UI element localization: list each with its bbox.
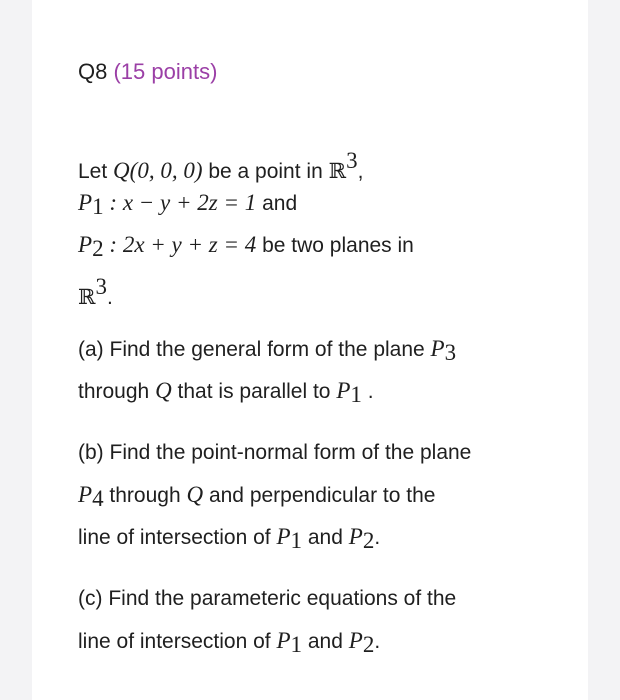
plane-p1-ref-c-subscript: 1: [290, 632, 303, 657]
part-c-and: and: [307, 630, 343, 653]
plane-p1-symbol: P: [78, 190, 93, 215]
statement-line-3: [78, 224, 558, 266]
part-b-through: through: [109, 484, 181, 507]
part-a-line-2: [78, 370, 558, 412]
plane-p2-ref-b: P: [348, 524, 363, 549]
part-a-parallel-text: that is parallel to: [177, 380, 331, 403]
plane-p1-equation: : x − y + 2z = 1: [109, 190, 257, 215]
comma: ,: [357, 160, 364, 183]
plane-p2-ref-b-subscript: 2: [362, 528, 375, 553]
part-b: [78, 432, 558, 558]
real-space-exponent: 3: [346, 148, 358, 173]
part-a-line-1: [78, 328, 558, 370]
real-space-symbol-2: ℝ: [78, 285, 96, 309]
plane-p2-symbol: P: [78, 232, 93, 257]
question-points: (15 points): [113, 59, 218, 84]
question-number: Q8: [78, 59, 108, 84]
plane-p1-ref-subscript: 1: [350, 382, 362, 407]
plane-p1-ref: P: [336, 378, 351, 403]
real-space-symbol: ℝ: [328, 159, 347, 183]
plane-p2-subscript: 2: [92, 236, 104, 261]
plane-p2-ref-c-subscript: 2: [362, 632, 375, 657]
plane-p4-symbol: P: [78, 482, 93, 507]
question-content: [78, 56, 558, 682]
problem-statement: [78, 140, 558, 308]
plane-p1-ref-b-subscript: 1: [290, 528, 303, 553]
part-a-through: through: [78, 380, 150, 403]
part-a: [78, 328, 558, 412]
part-b-and: and: [307, 526, 343, 549]
part-c-line-2: [78, 620, 558, 662]
part-b-line-2: [78, 474, 558, 516]
plane-p2-ref-c: P: [348, 628, 363, 653]
part-b-line-3: [78, 516, 558, 558]
question-heading: [78, 56, 558, 88]
real-space-exponent-2: 3: [95, 274, 107, 299]
part-b-intersection-text: line of intersection of: [78, 526, 271, 549]
point-q-definition: Q(0, 0, 0): [113, 158, 203, 183]
part-b-text-1: (b) Find the point-normal form of the plane: [78, 441, 472, 464]
period: .: [106, 286, 113, 309]
plane-p1-ref-b: P: [276, 524, 291, 549]
part-c: [78, 578, 558, 662]
let-text: Let: [78, 160, 108, 183]
statement-line-1: [78, 140, 558, 182]
part-a-text-1: (a) Find the general form of the plane: [78, 338, 425, 361]
part-b-perpendicular-text: and perpendicular to the: [208, 484, 436, 507]
point-q-symbol-b: Q: [186, 482, 204, 507]
plane-p3-subscript: 3: [444, 340, 457, 365]
and-text: and: [262, 192, 298, 215]
plane-p2-equation: : 2x + y + z = 4: [109, 232, 257, 257]
part-c-line-1: [78, 578, 558, 620]
plane-p3-symbol: P: [430, 336, 445, 361]
statement-line-2: [78, 182, 558, 224]
plane-p4-subscript: 4: [92, 486, 104, 511]
question-card: [32, 0, 588, 700]
statement-line-4: [78, 266, 558, 308]
part-b-end: .: [374, 526, 381, 549]
plane-p1-subscript: 1: [92, 194, 104, 219]
part-b-line-1: [78, 432, 558, 474]
be-point-in-text: be a point in: [208, 160, 323, 183]
part-a-end: .: [367, 380, 374, 403]
part-c-text-1: (c) Find the parameteric equations of the: [78, 587, 457, 610]
part-c-end: .: [374, 630, 381, 653]
point-q-symbol: Q: [155, 378, 172, 403]
be-two-planes-text: be two planes in: [262, 234, 414, 257]
part-c-intersection-text: line of intersection of: [78, 630, 271, 653]
plane-p1-ref-c: P: [276, 628, 291, 653]
